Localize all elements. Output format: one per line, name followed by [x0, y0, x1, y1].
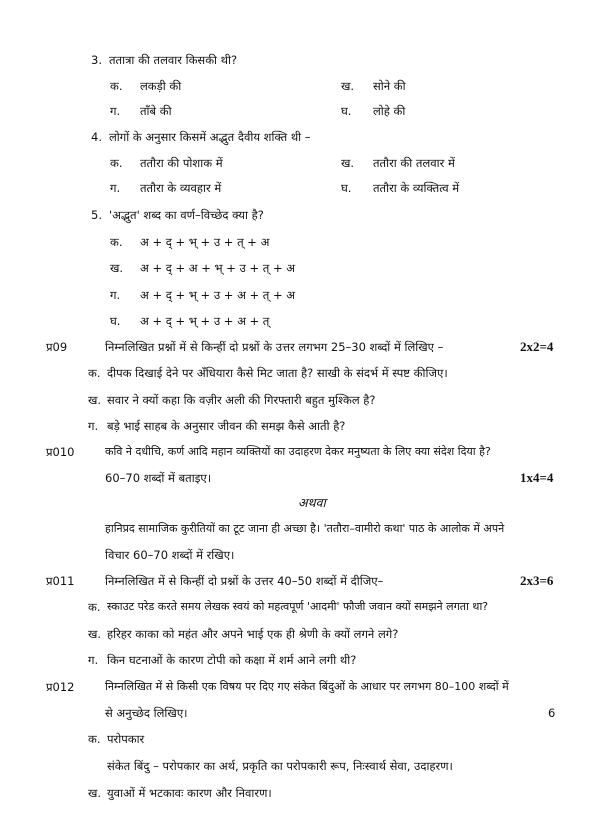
q3-opt-ga: ताँबे की — [140, 104, 172, 118]
q4-opt-ka: ततौरा की पोशाक में — [140, 156, 223, 170]
q5-opt-ga: अ + द् + भ् + उ + अ + त् + अ — [140, 288, 296, 302]
p09-number: प्र09 — [46, 340, 68, 354]
q5-opt-ka-label: क. — [110, 235, 123, 249]
p011-item-ka-label: क. — [88, 600, 101, 614]
q5-number: 5. — [91, 208, 102, 222]
q3-opt-kha-label: ख. — [341, 79, 355, 93]
p010-marks: 1x4=4 — [520, 470, 554, 485]
q5-opt-ga-label: ग. — [110, 288, 121, 302]
p09-item-kha: सवार ने क्यों कहा कि वज़ीर अली की गिरफ्तारी बहुत मुश्किल है? — [107, 393, 376, 407]
q3-opt-kha: सोने की — [373, 79, 406, 93]
p012-topic-kha-title: युवाओं में भटकावः कारण और निवारण। — [107, 786, 272, 800]
q3-question: ततात्रा की तलवार किसकी थी? — [109, 53, 238, 67]
q5-opt-ka: अ + द् + भ् + उ + त् + अ — [140, 235, 270, 249]
q3-opt-ka-label: क. — [110, 79, 123, 93]
p012-instruction-line2: से अनुच्छेद लिखिए। — [105, 706, 188, 720]
q5-opt-gha: अ + द् + भ् + उ + अ + त् — [140, 314, 270, 328]
p010-alt-line2: विचार 60–70 शब्दों में रखिए। — [105, 548, 235, 562]
p010-alt-line1: हानिप्रद सामाजिक कुरीतियों का टूट जाना ही अच्छा है। 'ततौरा–वामीरो कथा' पाठ के आलोक में अपने — [105, 522, 505, 535]
p010-question-line2: 60–70 शब्दों में बताइए। — [105, 471, 212, 485]
p09-item-ga: बड़े भाई साहब के अनुसार जीवन की समझ कैसे आती है? — [107, 419, 346, 433]
p09-item-ka-label: क. — [88, 366, 101, 380]
q4-number: 4. — [91, 130, 102, 144]
p012-number: प्र012 — [46, 680, 75, 694]
p012-topic-kha-label: ख. — [88, 786, 102, 800]
p09-item-ka: दीपक दिखाई देने पर अँधियारा कैसे मिट जाता है? साखी के संदर्भ में स्पष्ट कीजिए। — [107, 366, 448, 380]
p011-item-ga: किन घटनाओं के कारण टोपी को कक्षा में शर्म आने लगी थी? — [107, 653, 357, 667]
q4-opt-gha-label: घ. — [341, 181, 352, 195]
p09-instruction: निम्नलिखित प्रश्नों में से किन्हीं दो प्रश्नों के उत्तर लगभग 25–30 शब्दों में लिखिए – — [105, 340, 444, 354]
q3-opt-gha-label: घ. — [341, 104, 352, 118]
q5-question: 'अद्भुत' शब्द का वर्ण–विच्छेद क्या है? — [109, 208, 264, 222]
p010-or-divider: अथवा — [298, 496, 326, 510]
q4-question: लोगों के अनुसार किसमें अद्भुत दैवीय शक्ति थी – — [109, 130, 311, 144]
p011-number: प्र011 — [46, 574, 75, 588]
q4-opt-ga: ततौरा के व्यवहार में — [140, 181, 222, 195]
q3-number: 3. — [91, 53, 102, 67]
p011-instruction: निम्नलिखित में से किन्हीं दो प्रश्नों के उत्तर 40–50 शब्दों में दीजिए– — [105, 574, 384, 588]
p012-topic-ka-title: परोपकार — [107, 732, 145, 746]
q4-opt-kha: ततौरा की तलवार में — [373, 156, 455, 170]
p09-item-kha-label: ख. — [88, 393, 102, 407]
q4-opt-gha: ततौरा के व्यक्तित्व में — [373, 181, 460, 195]
p09-marks: 2x2=4 — [520, 339, 554, 354]
q4-opt-ka-label: क. — [110, 156, 123, 170]
q3-opt-ga-label: ग. — [110, 104, 121, 118]
q5-opt-kha-label: ख. — [110, 261, 124, 275]
p011-item-kha-label: ख. — [88, 627, 102, 641]
p011-item-ga-label: ग. — [88, 653, 99, 667]
p09-item-ga-label: ग. — [88, 419, 99, 433]
q3-opt-gha: लोहे की — [373, 104, 406, 118]
p011-marks: 2x3=6 — [520, 573, 554, 588]
p011-item-kha: हरिहर काका को महंत और अपने भाई एक ही श्रेणी के क्यों लगने लगे? — [107, 627, 399, 641]
p012-instruction-line1: निम्नलिखित में से किसी एक विषय पर दिए गए संकेत बिंदुओं के आधार पर लगभग 80–100 शब्दों में — [105, 680, 509, 693]
q3-opt-ka: लकड़ी की — [140, 79, 182, 93]
q5-opt-gha-label: घ. — [110, 314, 121, 328]
p010-number: प्र010 — [46, 445, 75, 459]
p011-item-ka: स्काउट परेड करते समय लेखक स्वयं को महत्वपूर्ण 'आदमी' फौजी जवान क्यों समझने लगता था? — [107, 600, 489, 613]
q4-opt-ga-label: ग. — [110, 181, 121, 195]
p010-question-line1: कवि ने दधीचि, कर्ण आदि महान व्यक्तियों का उदाहरण देकर मनुष्यता के लिए क्या संदेश दिया है? — [105, 445, 491, 458]
q4-opt-kha-label: ख. — [341, 156, 355, 170]
p012-topic-ka-label: क. — [88, 732, 101, 746]
p012-marks: 6 — [548, 706, 556, 720]
q5-opt-kha: अ + द् + अ + भ् + उ + त् + अ — [140, 261, 296, 275]
p012-topic-ka-hints: संकेत बिंदु – परोपकार का अर्थ, प्रकृति का परोपकारी रूप, निःस्वार्थ सेवा, उदाहरण। — [107, 759, 453, 773]
